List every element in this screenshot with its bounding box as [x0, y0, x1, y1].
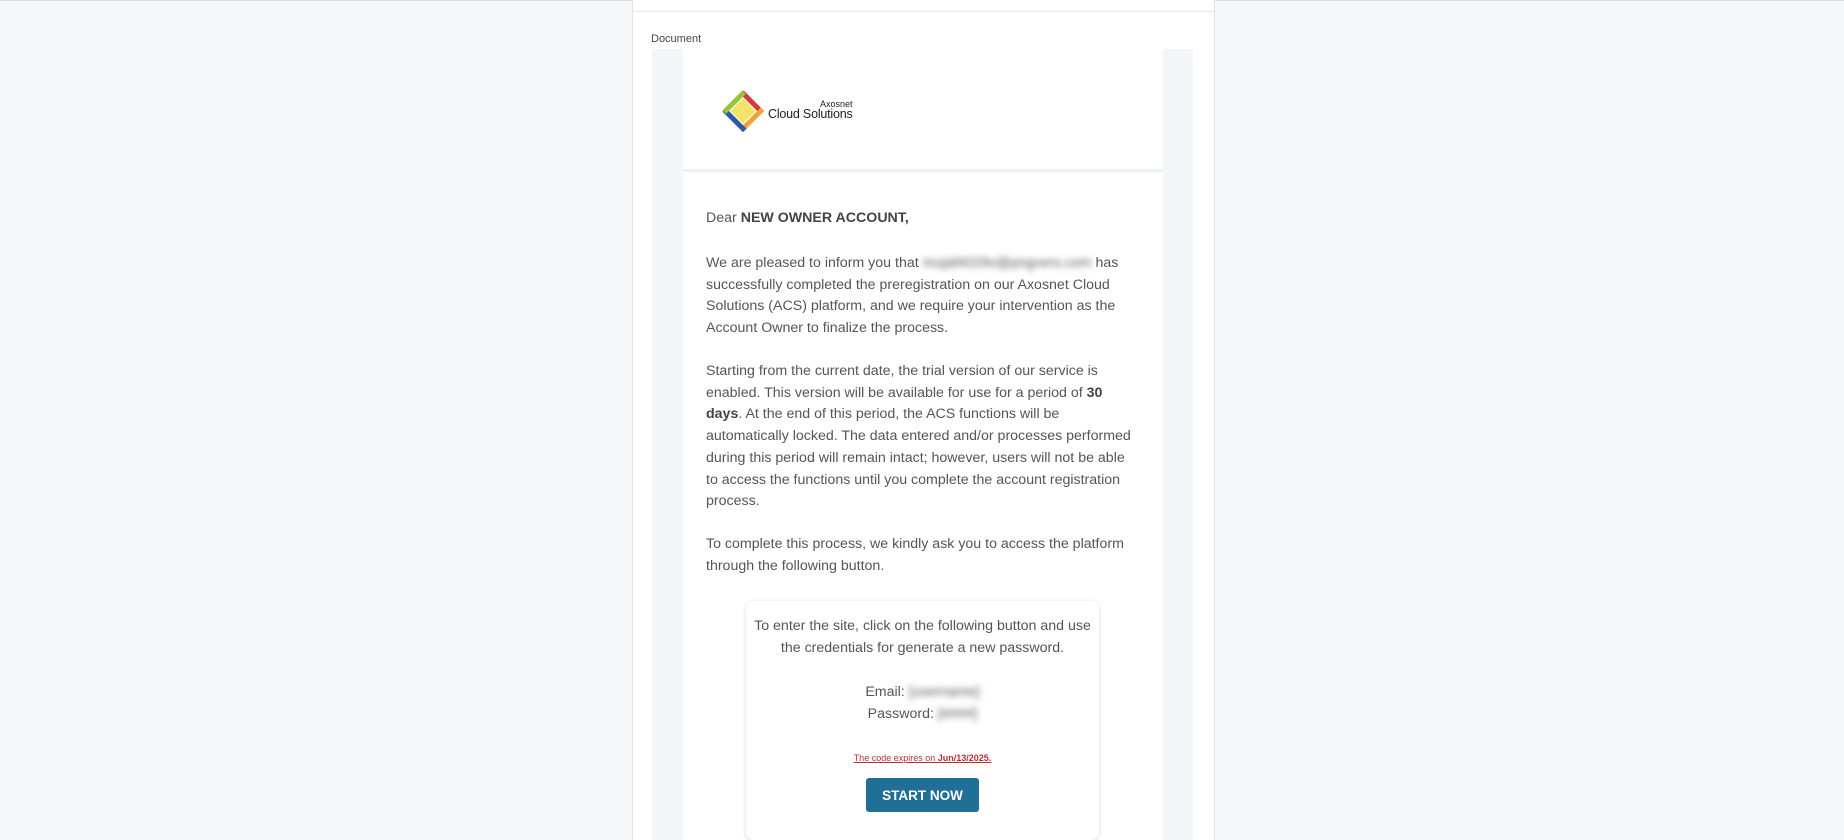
p1-end: has successfully completed the preregistration on our Axosnet Cloud Solutions (ACS) platform, and we require your intervention as the Account Owner to finalize the process.: [706, 255, 1119, 337]
p2-end: . At the end of this period, the ACS functions will be automatically locked. The data entered and/or processes performed during this period will remain intact; however, users will not be able to access the functions until you complete the account registration process.: [706, 406, 1131, 510]
trial-period: 30 days: [706, 384, 1103, 423]
p2-start: Starting from the current date, the trial version of our service is enabled. This version will be available for use for a period of: [706, 363, 1098, 401]
expiry-date: Jun/13/2025.: [937, 753, 992, 763]
email-value: [username]: [908, 684, 980, 700]
greeting: [706, 208, 1136, 230]
expiry-prefix: The code expires on: [853, 753, 938, 763]
paragraph-trial: [706, 361, 1136, 513]
document-label: Document: [651, 33, 702, 45]
password-credential: [746, 706, 1099, 722]
panel-divider: [632, 11, 1214, 12]
password-label: Password:: [867, 706, 934, 722]
credentials-intro: To enter the site, click on the following button and use the credentials for generate a new password.: [754, 618, 1091, 656]
email-label: Email:: [865, 684, 905, 700]
paragraph-instructions: To complete this process, we kindly ask you to access the platform through the following button.: [706, 536, 1124, 574]
paragraph-intro: [706, 253, 1136, 340]
start-now-button[interactable]: START NOW: [866, 778, 979, 812]
email-credential: [746, 684, 1099, 700]
expiry-notice: [746, 753, 1099, 763]
greeting-prefix: Dear: [706, 210, 741, 226]
logo-brand-big: Cloud Solutions: [768, 107, 853, 121]
blurred-email: mujaf4029v@pngvers.com: [922, 255, 1092, 271]
p1-start: We are pleased to inform you that: [706, 255, 923, 271]
password-value: [####]: [937, 706, 978, 722]
logo-brand-small: Axosnet: [820, 99, 853, 109]
greeting-name: NEW OWNER ACCOUNT,: [740, 210, 909, 226]
credentials-box: [746, 601, 1099, 840]
